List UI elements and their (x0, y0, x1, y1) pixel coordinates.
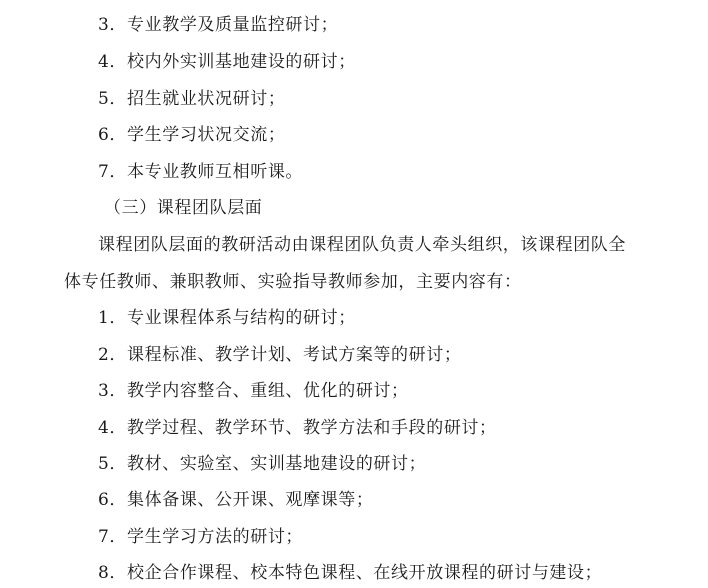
paragraph-line: 体专任教师、兼职教师、实验指导教师参加，主要内容有： (64, 272, 522, 292)
list-item: 4．校内外实训基地建设的研讨； (98, 52, 356, 72)
list-item: 4．教学过程、教学环节、教学方法和手段的研讨； (98, 418, 497, 438)
paragraph-line: 课程团队层面的教研活动由课程团队负责人牵头组织，该课程团队全 (98, 235, 626, 255)
list-item: 5．招生就业状况研讨； (98, 89, 286, 109)
list-item: 6．学生学习状况交流； (98, 125, 286, 145)
list-item: 1．专业课程体系与结构的研讨； (98, 308, 356, 328)
list-item: 7．学生学习方法的研讨； (98, 527, 304, 547)
section-heading: （三）课程团队层面 (104, 198, 263, 218)
list-item: 7．本专业教师互相听课。 (98, 162, 304, 182)
list-item: 2．课程标准、教学计划、考试方案等的研讨； (98, 345, 462, 365)
list-item: 5．教材、实验室、实训基地建设的研讨； (98, 454, 427, 474)
list-item: 8．校企合作课程、校本特色课程、在线开放课程的研讨与建设； (98, 563, 603, 583)
list-item: 3．教学内容整合、重组、优化的研讨； (98, 381, 409, 401)
list-item: 6．集体备课、公开课、观摩课等； (98, 490, 374, 510)
list-item: 3．专业教学及质量监控研讨； (98, 15, 339, 35)
